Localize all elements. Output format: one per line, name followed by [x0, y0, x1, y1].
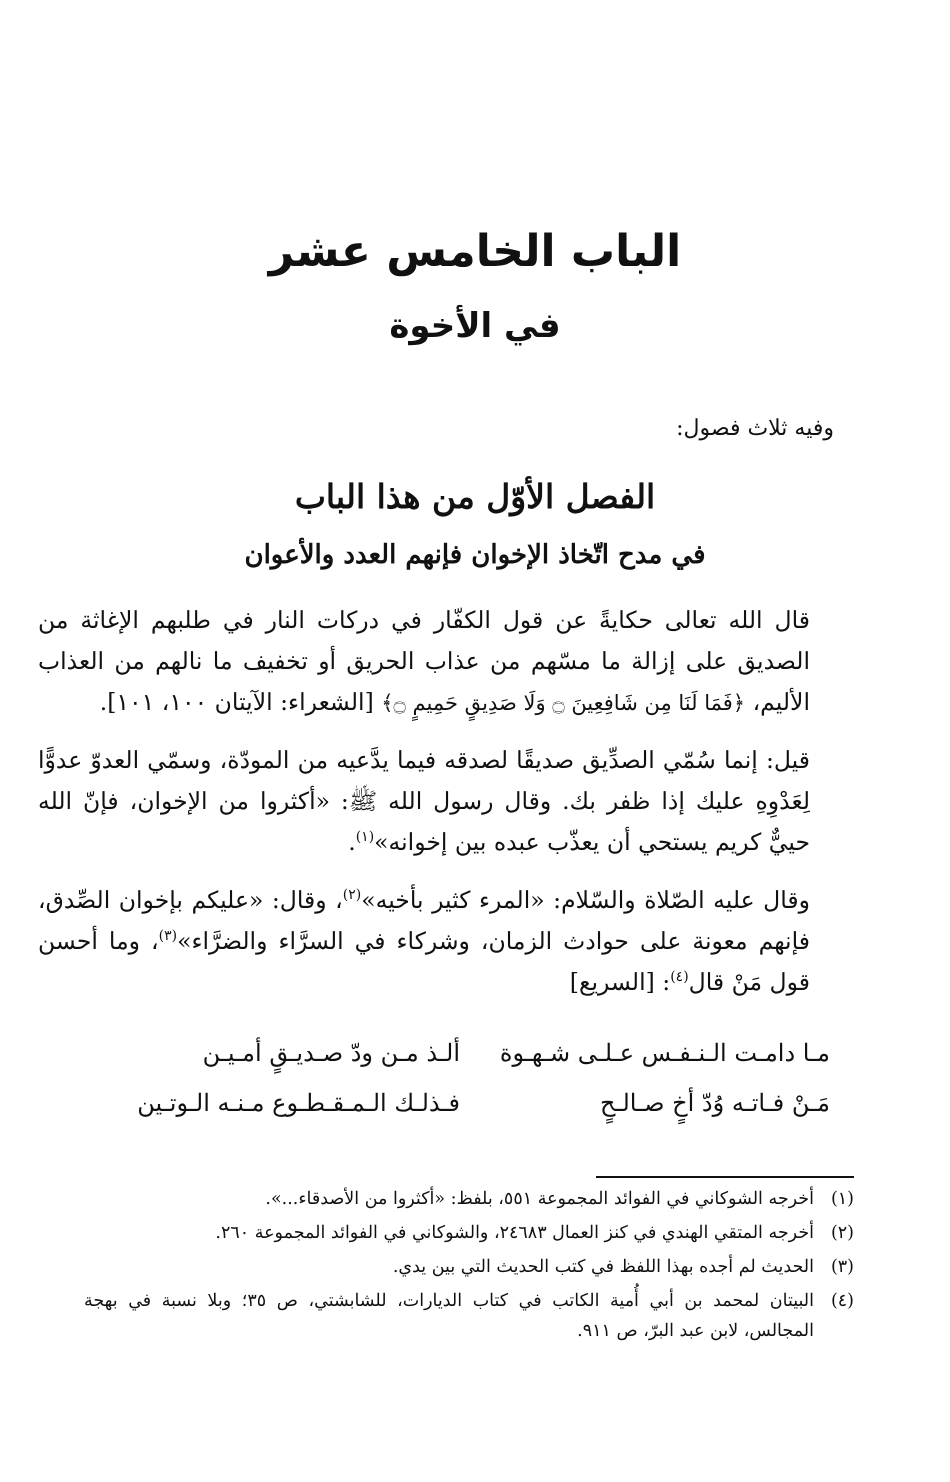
- footnote-number: (٢): [830, 1223, 854, 1243]
- paragraph-3-part-c: ، وما أحسن قول مَنْ قال: [38, 927, 810, 996]
- chapter-subtitle: في الأخوة: [389, 306, 561, 346]
- paragraph-2-text: قيل: إنما سُمّي الصدِّيق صديقًا لصدقه فيما يدَّعيه من المودّة، وسمّي العدوّ عدوًّا لِعَدْوِهِ عليك إذا ظفر بك. وقال رسول الله ﷺ: «أكثروا من الإخوان، فإنّ الله حييٌّ كريم يستحي أن يعذّب عبده بين إخوانه»: [38, 746, 810, 856]
- paragraph-3-part-b: ، وقال: «عليكم بإخوان الصِّدق، فإنهم معونة على حوادث الزمان، وشركاء في السرَّاء والضرَّاء»: [38, 886, 810, 955]
- poem-hemistich-first: مَـنْ فـاتـه وُدّ أخٍ صـالـحٍ: [599, 1089, 830, 1117]
- footnote-number: (٤): [830, 1291, 854, 1311]
- footnote-divider: [596, 1176, 854, 1178]
- section-title: الفصل الأوّل من هذا الباب: [294, 477, 656, 516]
- paragraph-1-text: قال الله تعالى حكايةً عن قول الكفّار في دركات النار في طلبهم الإغاثة من الصديق على إزالة ما مسّهم من عذاب الحريق أو تخفيف ما نالهم من العذاب الأليم،: [38, 606, 810, 716]
- footnote-item: [84, 1286, 854, 1346]
- footnote-number: (١): [830, 1189, 854, 1209]
- paragraph-1: [38, 600, 860, 724]
- paragraph-2-end: .: [348, 828, 356, 856]
- poem-verse: [130, 1078, 830, 1128]
- poem-verse: [130, 1028, 830, 1078]
- paragraph-3: [38, 880, 860, 1003]
- poem-hemistich-second: ألـذ مـن ودّ صـديـقٍ أمـيـن: [202, 1039, 460, 1067]
- footnote-item: [84, 1184, 854, 1214]
- footnote-item: [84, 1252, 854, 1282]
- paragraph-2: [38, 740, 860, 863]
- intro-line: وفيه ثلاث فصول:: [676, 416, 834, 441]
- footnote-ref-3[interactable]: (٣): [158, 928, 178, 945]
- poem: [130, 1028, 830, 1128]
- footnotes: [84, 1184, 854, 1350]
- footnote-text: البيتان لمحمد بن أبي أُمية الكاتب في كتاب الديارات، للشابشتي، ص ٣٥؛ وبلا نسبة في بهجة المجالس، لابن عبد البرّ، ص ٩١١.: [84, 1291, 814, 1341]
- poem-hemistich-second: فـذلـك الـمـقـطـوع مـنـه الـوتـين: [137, 1089, 460, 1117]
- footnote-ref-2[interactable]: (٢): [342, 887, 362, 904]
- quran-verse: ﴿فَمَا لَنَا مِن شَافِعِينَ ۝ وَلَا صَدِيقٍ حَمِيمٍ ۝﴾: [381, 691, 746, 715]
- footnote-number: (٣): [830, 1257, 854, 1277]
- footnote-text: أخرجه المتقي الهندي في كنز العمال ٢٤٦٨٣، والشوكاني في الفوائد المجموعة ٢٦٠.: [215, 1223, 814, 1243]
- paragraph-3-part-d: : [السريع]: [569, 968, 671, 996]
- section-subtitle: في مدح اتّخاذ الإخوان فإنهم العدد والأعوان: [244, 540, 706, 570]
- chapter-title: الباب الخامس عشر: [268, 226, 682, 277]
- footnote-item: [84, 1218, 854, 1248]
- footnote-text: الحديث لم أجده بهذا اللفظ في كتب الحديث التي بين يدي.: [392, 1257, 814, 1277]
- footnote-text: أخرجه الشوكاني في الفوائد المجموعة ٥٥١، بلفظ: «أكثروا من الأصدقاء...».: [265, 1189, 814, 1209]
- footnote-ref-1[interactable]: (١): [355, 829, 375, 846]
- verse-reference: [الشعراء: الآيتان ١٠٠، ١٠١].: [99, 688, 374, 716]
- footnote-ref-4[interactable]: (٤): [670, 969, 689, 986]
- poem-hemistich-first: مـا دامـت الـنـفـس عـلـى شـهـوة: [499, 1039, 830, 1067]
- paragraph-3-part-a: وقال عليه الصّلاة والسّلام: «المرء كثير بأخيه»: [361, 886, 810, 914]
